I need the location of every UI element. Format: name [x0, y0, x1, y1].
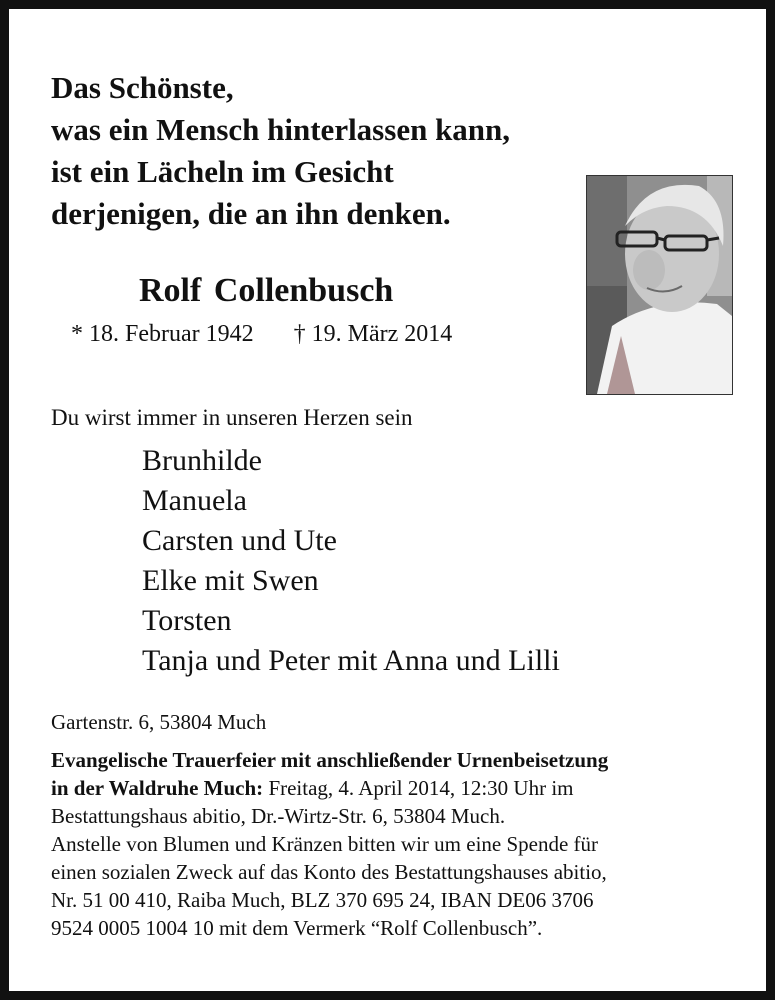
donation-text: Anstelle von Blumen und Kränzen bitten wir um eine Spende für	[51, 832, 599, 856]
ceremony-heading: Evangelische Trauerfeier mit anschließender Urnenbeisetzung	[51, 748, 609, 772]
mourner-name: Brunhilde	[142, 444, 262, 477]
life-dates	[71, 321, 452, 348]
ceremony-info	[51, 746, 756, 942]
mourners-list	[142, 441, 560, 681]
portrait-photo	[586, 175, 733, 395]
deceased-name: Rolf Collenbusch	[139, 272, 394, 309]
ceremony-datetime: Freitag, 4. April 2014, 12:30 Uhr im	[263, 776, 574, 800]
ceremony-location: in der Waldruhe Much:	[51, 776, 264, 800]
bank-details: 9524 0005 1004 10 mit dem Vermerk “Rolf Collenbusch”.	[51, 916, 543, 940]
quote-line: derjenigen, die an ihn denken.	[51, 196, 451, 231]
mourners-intro: Du wirst immer in unseren Herzen sein	[51, 405, 413, 430]
donation-text: einen sozialen Zweck auf das Konto des Bestattungshauses abitio,	[51, 860, 607, 884]
mourner-name: Torsten	[142, 604, 232, 637]
mourner-name: Carsten und Ute	[142, 524, 337, 557]
mourner-name: Tanja und Peter mit Anna und Lilli	[142, 644, 560, 677]
family-address: Gartenstr. 6, 53804 Much	[51, 710, 267, 734]
quote-line: was ein Mensch hinterlassen kann,	[51, 112, 511, 147]
birth-date: * 18. Februar 1942	[71, 321, 254, 347]
ceremony-venue: Bestattungshaus abitio, Dr.-Wirtz-Str. 6, 53804 Much.	[51, 804, 506, 828]
bank-details: Nr. 51 00 410, Raiba Much, BLZ 370 695 24, IBAN DE06 3706	[51, 888, 594, 912]
mourner-name: Elke mit Swen	[142, 564, 319, 597]
mourner-name: Manuela	[142, 484, 247, 517]
death-date: † 19. März 2014	[293, 321, 453, 347]
portrait-image	[587, 176, 732, 394]
quote-line: ist ein Lächeln im Gesicht	[51, 154, 394, 189]
quote-line: Das Schönste,	[51, 70, 234, 105]
memorial-quote	[51, 67, 510, 235]
